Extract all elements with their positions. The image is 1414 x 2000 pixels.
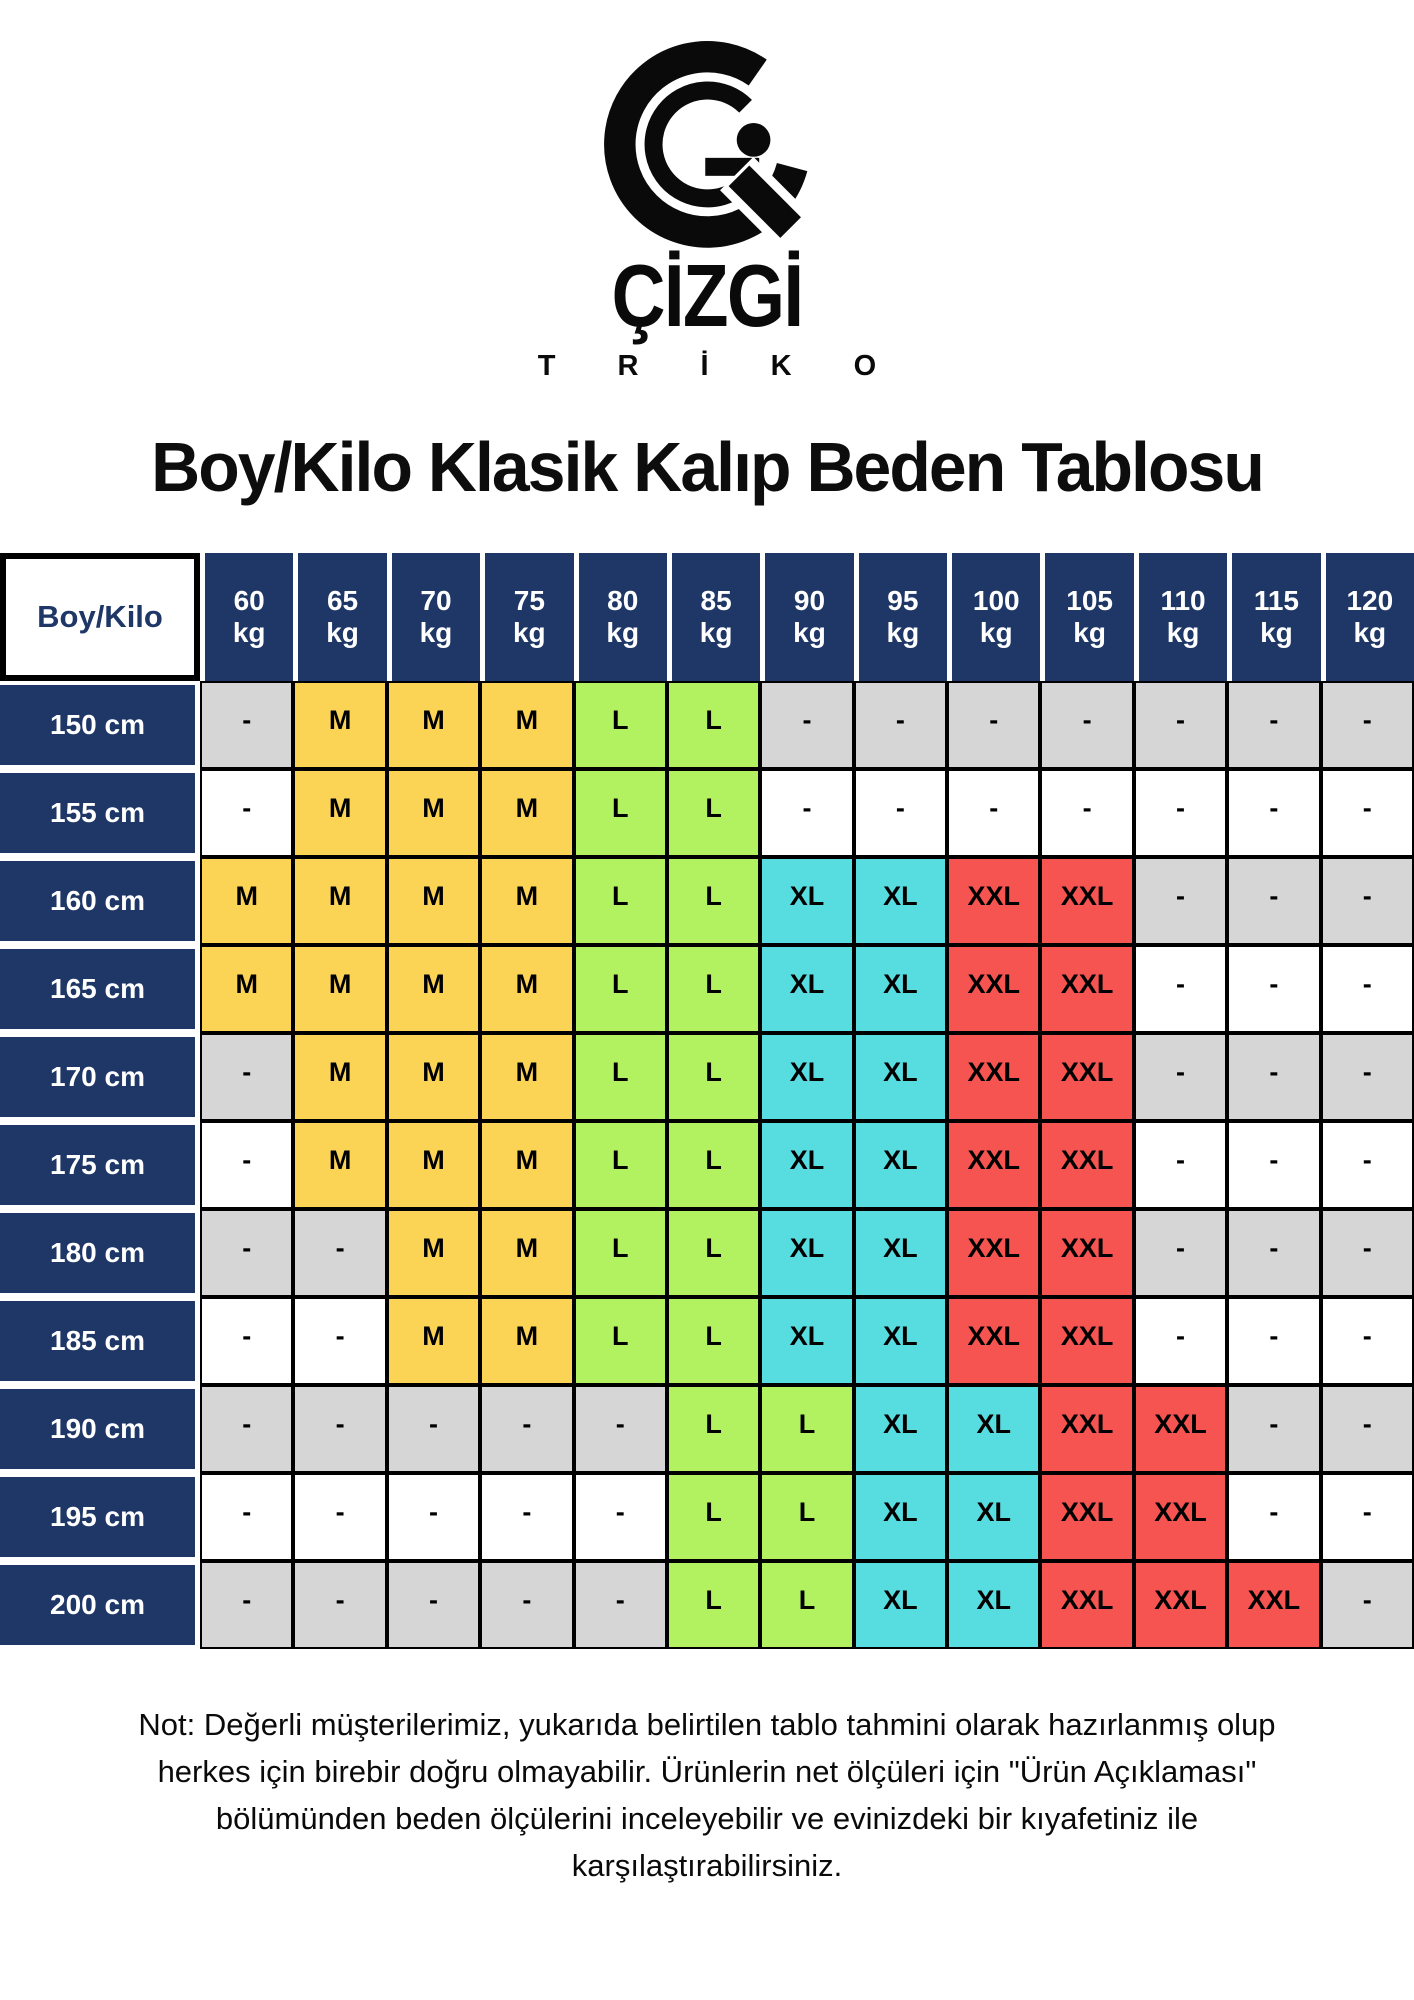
size-cell: L	[574, 857, 667, 945]
weight-unit: kg	[793, 617, 826, 648]
weight-unit: kg	[326, 617, 359, 648]
dash-cell: -	[854, 769, 947, 857]
size-cell: L	[667, 857, 760, 945]
size-cell: M	[293, 945, 386, 1033]
dash-cell: -	[200, 1033, 293, 1121]
size-cell: L	[667, 1209, 760, 1297]
dash-cell: -	[1321, 769, 1414, 857]
footnote	[27, 1701, 1387, 1889]
weight-unit: kg	[886, 617, 920, 648]
dash-cell: -	[387, 1473, 480, 1561]
dash-cell: -	[1227, 1033, 1320, 1121]
dash-cell: -	[200, 1473, 293, 1561]
size-cell: M	[387, 769, 480, 857]
weight-header-cell	[480, 553, 573, 681]
dash-cell: -	[1321, 1385, 1414, 1473]
size-cell: XXL	[1040, 1561, 1133, 1649]
dash-cell: -	[1321, 945, 1414, 1033]
weight-header-cell	[1227, 553, 1320, 681]
weight-unit: kg	[512, 617, 546, 648]
size-cell: M	[480, 1209, 573, 1297]
size-cell: L	[574, 1121, 667, 1209]
dash-cell: -	[387, 1561, 480, 1649]
size-cell: L	[574, 681, 667, 769]
size-cell: L	[667, 1033, 760, 1121]
dash-cell: -	[947, 769, 1040, 857]
page-title: Boy/Kilo Klasik Kalıp Beden Tablosu	[151, 428, 1263, 506]
size-cell: XL	[947, 1473, 1040, 1561]
size-cell: XL	[760, 945, 853, 1033]
size-cell: XXL	[1040, 945, 1133, 1033]
height-label-cell: 195 cm	[0, 1473, 200, 1561]
size-cell: XL	[760, 1297, 853, 1385]
size-cell: XXL	[1040, 1385, 1133, 1473]
weight-unit: kg	[606, 617, 640, 648]
dash-cell: -	[1134, 1297, 1227, 1385]
size-cell: XL	[854, 857, 947, 945]
weight-value: 95	[887, 584, 919, 616]
dash-cell: -	[760, 681, 853, 769]
size-cell: M	[480, 681, 573, 769]
height-label-cell: 180 cm	[0, 1209, 200, 1297]
size-cell: XXL	[947, 945, 1040, 1033]
size-cell: XL	[854, 1033, 947, 1121]
size-cell: L	[667, 945, 760, 1033]
size-cell: M	[480, 857, 573, 945]
size-cell: M	[293, 857, 386, 945]
size-cell: XL	[854, 1561, 947, 1649]
size-cell: XL	[947, 1561, 1040, 1649]
weight-header-cell	[667, 553, 760, 681]
size-cell: XL	[760, 1033, 853, 1121]
weight-value: 100	[972, 584, 1020, 616]
weight-header-cell	[854, 553, 947, 681]
size-cell: XXL	[947, 1209, 1040, 1297]
weight-unit: kg	[1073, 617, 1106, 648]
size-cell: L	[667, 1473, 760, 1561]
size-cell: M	[387, 945, 480, 1033]
height-label-cell: 165 cm	[0, 945, 200, 1033]
size-cell: XXL	[1134, 1561, 1227, 1649]
size-cell: XXL	[1040, 1121, 1133, 1209]
dash-cell: -	[200, 1561, 293, 1649]
dash-cell: -	[1227, 1121, 1320, 1209]
dash-cell: -	[1040, 681, 1133, 769]
weight-value: 85	[700, 584, 732, 616]
dash-cell: -	[1227, 769, 1320, 857]
dash-cell: -	[200, 1385, 293, 1473]
brand-header	[0, 0, 1414, 383]
dash-cell: -	[1227, 857, 1320, 945]
size-cell: XL	[760, 1121, 853, 1209]
dash-cell: -	[293, 1297, 386, 1385]
dash-cell: -	[1321, 681, 1414, 769]
size-cell: M	[200, 857, 293, 945]
weight-value: 65	[326, 584, 359, 616]
dash-cell: -	[1321, 1561, 1414, 1649]
height-label-cell: 185 cm	[0, 1297, 200, 1385]
weight-unit: kg	[1353, 617, 1387, 648]
dash-cell: -	[1227, 1209, 1320, 1297]
weight-unit: kg	[1166, 617, 1200, 648]
dash-cell: -	[387, 1385, 480, 1473]
size-cell: XL	[760, 857, 853, 945]
size-cell: M	[293, 681, 386, 769]
size-cell: M	[480, 1033, 573, 1121]
height-label-cell: 190 cm	[0, 1385, 200, 1473]
size-cell: L	[760, 1385, 853, 1473]
weight-value: 80	[607, 584, 639, 616]
dash-cell: -	[760, 769, 853, 857]
dash-cell: -	[480, 1561, 573, 1649]
size-cell: XXL	[1227, 1561, 1320, 1649]
size-cell: L	[667, 1297, 760, 1385]
weight-header-cell	[760, 553, 853, 681]
dash-cell: -	[1134, 769, 1227, 857]
dash-cell: -	[200, 1209, 293, 1297]
size-cell: L	[574, 1297, 667, 1385]
size-cell: L	[760, 1561, 853, 1649]
dash-cell: -	[1321, 1033, 1414, 1121]
size-cell: XXL	[1134, 1473, 1227, 1561]
size-cell: XXL	[1040, 1033, 1133, 1121]
weight-unit: kg	[232, 617, 266, 648]
size-cell: XL	[854, 945, 947, 1033]
weight-unit: kg	[1260, 617, 1293, 648]
size-cell: M	[200, 945, 293, 1033]
size-cell: L	[574, 1209, 667, 1297]
dash-cell: -	[1227, 681, 1320, 769]
size-cell: XL	[854, 1385, 947, 1473]
dash-cell: -	[1134, 945, 1227, 1033]
weight-unit: kg	[979, 617, 1013, 648]
height-label-cell: 175 cm	[0, 1121, 200, 1209]
height-label-cell: 200 cm	[0, 1561, 200, 1649]
dash-cell: -	[1134, 1209, 1227, 1297]
size-cell: XXL	[1040, 857, 1133, 945]
footnote-line: karşılaştırabilirsiniz.	[571, 1848, 843, 1884]
weight-unit: kg	[419, 617, 453, 648]
size-cell: L	[574, 769, 667, 857]
size-cell: M	[387, 1297, 480, 1385]
height-label-cell: 160 cm	[0, 857, 200, 945]
size-cell: XXL	[947, 1033, 1040, 1121]
size-cell: XXL	[1134, 1385, 1227, 1473]
footnote-line: Not: Değerli müşterilerimiz, yukarıda belirtilen tablo tahmini olarak hazırlanmış olup	[138, 1707, 1276, 1742]
size-cell: M	[387, 1121, 480, 1209]
size-cell: M	[480, 769, 573, 857]
size-cell: L	[667, 769, 760, 857]
size-cell: XXL	[947, 1121, 1040, 1209]
size-cell: M	[480, 945, 573, 1033]
weight-header-cell	[200, 553, 293, 681]
size-cell: L	[667, 681, 760, 769]
dash-cell: -	[1134, 681, 1227, 769]
weight-value: 115	[1253, 584, 1299, 616]
size-cell: XXL	[947, 857, 1040, 945]
size-cell: L	[667, 1121, 760, 1209]
dash-cell: -	[293, 1209, 386, 1297]
dash-cell: -	[947, 681, 1040, 769]
dash-cell: -	[1321, 1209, 1414, 1297]
dash-cell: -	[1321, 1121, 1414, 1209]
weight-value: 70	[420, 584, 452, 616]
weight-value: 90	[793, 584, 826, 616]
size-cell: XXL	[947, 1297, 1040, 1385]
size-cell: XL	[947, 1385, 1040, 1473]
size-cell: M	[387, 1033, 480, 1121]
dash-cell: -	[480, 1385, 573, 1473]
size-cell: M	[387, 681, 480, 769]
dash-cell: -	[1134, 857, 1227, 945]
weight-unit: kg	[699, 617, 733, 648]
dash-cell: -	[854, 681, 947, 769]
dash-cell: -	[293, 1473, 386, 1561]
cizgi-logo-icon	[595, 32, 820, 250]
weight-value: 105	[1066, 584, 1113, 616]
dash-cell: -	[574, 1385, 667, 1473]
size-cell: M	[480, 1121, 573, 1209]
dash-cell: -	[1040, 769, 1133, 857]
size-cell: XL	[854, 1297, 947, 1385]
weight-header-cell	[1134, 553, 1227, 681]
weight-header-cell	[293, 553, 386, 681]
size-cell: M	[293, 1033, 386, 1121]
dash-cell: -	[480, 1473, 573, 1561]
weight-header-cell	[947, 553, 1040, 681]
dash-cell: -	[1134, 1033, 1227, 1121]
size-cell: L	[667, 1561, 760, 1649]
size-cell: M	[387, 1209, 480, 1297]
weight-value: 75	[513, 584, 545, 616]
weight-header-cell	[387, 553, 480, 681]
height-label-cell: 155 cm	[0, 769, 200, 857]
size-cell: XL	[760, 1209, 853, 1297]
size-cell: L	[574, 945, 667, 1033]
dash-cell: -	[574, 1561, 667, 1649]
dash-cell: -	[1227, 1385, 1320, 1473]
size-cell: XL	[854, 1209, 947, 1297]
dash-cell: -	[1227, 945, 1320, 1033]
size-cell: L	[760, 1473, 853, 1561]
size-cell: M	[293, 769, 386, 857]
dash-cell: -	[200, 1297, 293, 1385]
dash-cell: -	[1134, 1121, 1227, 1209]
brand-subtitle: T R İ K O	[537, 350, 904, 382]
dash-cell: -	[1227, 1473, 1320, 1561]
size-cell: M	[387, 857, 480, 945]
size-cell: L	[574, 1033, 667, 1121]
dash-cell: -	[200, 681, 293, 769]
size-cell: XXL	[1040, 1473, 1133, 1561]
weight-value: 120	[1346, 584, 1394, 616]
size-cell: XL	[854, 1473, 947, 1561]
size-cell: XXL	[1040, 1297, 1133, 1385]
dash-cell: -	[1227, 1297, 1320, 1385]
size-cell: M	[293, 1121, 386, 1209]
dash-cell: -	[1321, 857, 1414, 945]
dash-cell: -	[200, 1121, 293, 1209]
size-cell: M	[480, 1297, 573, 1385]
height-label-cell: 170 cm	[0, 1033, 200, 1121]
size-cell: XXL	[1040, 1209, 1133, 1297]
footnote-line: bölümünden beden ölçülerini inceleyebilir ve evinizdeki bir kıyafetiniz ile	[215, 1801, 1199, 1837]
dash-cell: -	[574, 1473, 667, 1561]
dash-cell: -	[293, 1561, 386, 1649]
size-cell: L	[667, 1385, 760, 1473]
corner-header-cell: Boy/Kilo	[0, 553, 200, 681]
dash-cell: -	[1321, 1297, 1414, 1385]
weight-header-cell	[1321, 553, 1414, 681]
brand-name: ÇİZGİ	[611, 246, 803, 345]
dash-cell: -	[1321, 1473, 1414, 1561]
dash-cell: -	[293, 1385, 386, 1473]
weight-header-cell	[1040, 553, 1133, 681]
size-cell: XL	[854, 1121, 947, 1209]
height-label-cell: 150 cm	[0, 681, 200, 769]
weight-header-cell	[574, 553, 667, 681]
weight-value: 60	[233, 584, 265, 616]
weight-value: 110	[1160, 584, 1206, 616]
footnote-line: herkes için birebir doğru olmayabilir. Ürünlerin net ölçüleri için "Ürün Açıklaması"	[157, 1754, 1257, 1790]
dash-cell: -	[200, 769, 293, 857]
size-chart-table	[0, 553, 1414, 1649]
